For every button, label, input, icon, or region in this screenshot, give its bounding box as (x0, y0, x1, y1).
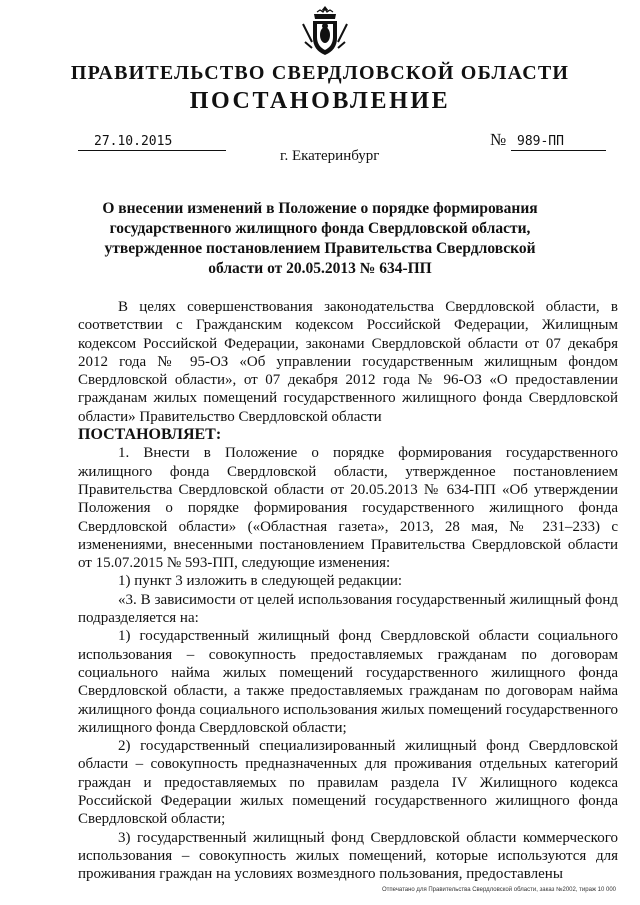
number-field (511, 133, 606, 151)
print-imprint: Отпечатано для Правительства Свердловской области, заказ №2002, тираж 10 000 (381, 887, 616, 893)
subitem-1-paragraph: 1) пункт 3 изложить в следующей редакции: (118, 573, 403, 590)
document-number: 989-ПП (517, 134, 564, 149)
government-title: ПРАВИТЕЛЬСТВО СВЕРДЛОВСКОЙ ОБЛАСТИ (70, 62, 570, 84)
fund-3-paragraph: 3) государственный жилищный фонд Свердловской области коммерческого использования – совокупность жилых помещений, которые используются для проживания граждан на условиях возмездного пользования, предоставлены (78, 829, 618, 883)
document-type: ПОСТАНОВЛЕНИЕ (189, 88, 451, 114)
fund-1-paragraph: 1) государственный жилищный фонд Свердловской области социального использования – совокупность предоставляемых гражданам по договорам социального найма жилых помещений государственного жилищного фонда Свердловской области, а также предоставляемых гражданам по договорам найма жилищного фонда социального использования жилых помещений государственного жилищного фонда Свердловской области; (78, 628, 618, 736)
document-body (78, 298, 618, 884)
document-title: О внесении изменений в Положение о порядке формирования государственного жилищного фонда Свердловской области, утвержденное постановлением Правительства Свердловской области от 20.05.2013 № 634-ПП (102, 200, 538, 277)
preamble-paragraph: В целях совершенствования законодательства Свердловской области, в соответствии с Гражданским кодексом Российской Федерации, Жилищным кодексом Российской Федерации, законами Свердловской области от 07 декабря 2012 года № 95-ОЗ «Об управлении государственным жилищным фондом Свердловской области», от 07 декабря 2012 года № 96-ОЗ «О предоставлении гражданам жилых помещений государственного жилищного фонда Свердловской области» Правительство Свердловской области (78, 299, 618, 425)
item-1-paragraph: 1. Внести в Положение о порядке формирования государственного жилищного фонда Свердловской области, утвержденное постановлением Правительства Свердловской области от 20.05.2013 № 634-ПП «Об утверждении Положения о порядке формирования государственного жилищного фонда Свердловской области» («Областная газета», 2013, 28 мая, № 231–233) с изменениями, внесенными постановлением Правительства Свердловской области от 15.07.2015 № 593-ПП, следующие изменения: (78, 445, 618, 572)
quote-intro-paragraph: «3. В зависимости от целей использования государственный жилищный фонд подразделяется на: (78, 591, 618, 627)
document-date: 27.10.2015 (94, 134, 173, 149)
fund-2-paragraph: 2) государственный специализированный жилищный фонд Свердловской области – совокупность предназначенных для проживания отдельных категорий граждан и предоставляемых по правилам раздела IV Жилищного кодекса Российской Федерации жилых помещений государственного жилищного фонда Свердловской области; (78, 738, 618, 828)
decree-paragraph (78, 426, 618, 444)
number-sign: № (490, 130, 507, 149)
decree-word: ПОСТАНОВЛЯЕТ: (78, 426, 222, 444)
coat-of-arms-icon (300, 4, 350, 58)
city: г. Екатеринбург (280, 148, 380, 164)
date-field (78, 133, 226, 151)
